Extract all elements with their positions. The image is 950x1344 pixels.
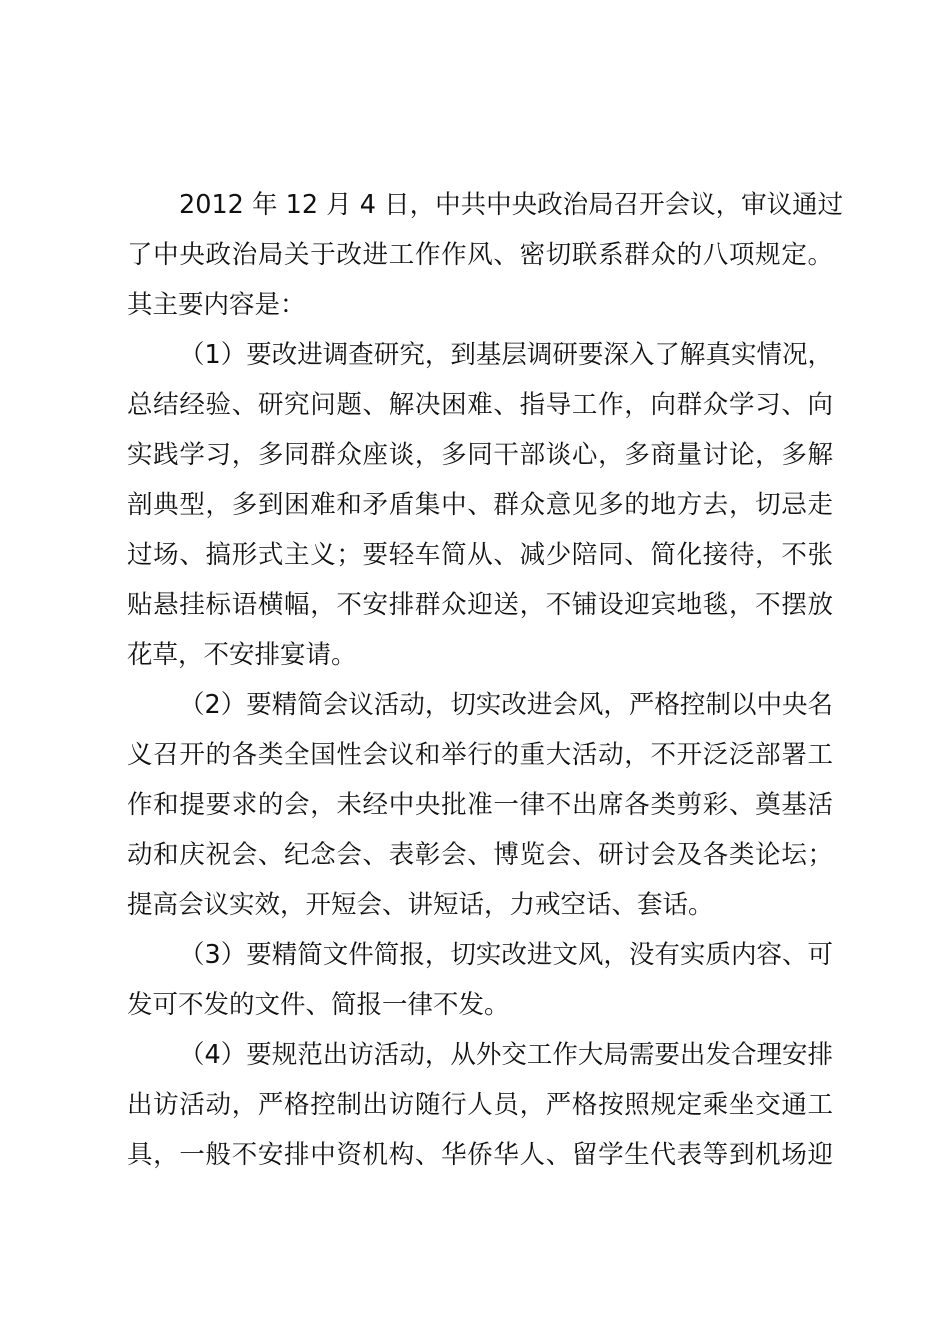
document-body xyxy=(127,180,844,1180)
text-line: （3）要精简文件简报，切实改进文风，没有实质内容、可 xyxy=(179,940,833,970)
text-line: 2012 年 12 月 4 日，中共中央政治局召开会议，审议通过 xyxy=(179,190,844,220)
text-line: 贴悬挂标语横幅，不安排群众迎送，不铺设迎宾地毯，不摆放 xyxy=(127,590,833,620)
text-line: 实践学习，多同群众座谈，多同干部谈心，多商量讨论，多解 xyxy=(127,440,833,470)
text-line: （1）要改进调查研究，到基层调研要深入了解真实情况， xyxy=(179,340,833,370)
text-line: 具，一般不安排中资机构、华侨华人、留学生代表等到机场迎 xyxy=(127,1140,833,1170)
text-line: 出访活动，严格控制出访随行人员，严格按照规定乘坐交通工 xyxy=(127,1090,833,1120)
paragraph-item-4 xyxy=(127,1030,833,1180)
text-line: （2）要精简会议活动，切实改进会风，严格控制以中央名 xyxy=(179,690,833,720)
text-line: 剖典型，多到困难和矛盾集中、群众意见多的地方去，切忌走 xyxy=(127,490,833,520)
text-line: 动和庆祝会、纪念会、表彰会、博览会、研讨会及各类论坛； xyxy=(127,840,833,870)
paragraph-item-3 xyxy=(127,930,833,1030)
text-line: 其主要内容是： xyxy=(127,290,306,320)
text-line: 过场、搞形式主义；要轻车简从、减少陪同、简化接待，不张 xyxy=(127,540,833,570)
text-line: 义召开的各类全国性会议和举行的重大活动，不开泛泛部署工 xyxy=(127,740,833,770)
paragraph-intro xyxy=(127,180,844,330)
text-line: 作和提要求的会，未经中央批准一律不出席各类剪彩、奠基活 xyxy=(127,790,833,820)
text-line: 提高会议实效，开短会、讲短话，力戒空话、套话。 xyxy=(127,890,714,920)
text-line: 发可不发的文件、简报一律不发。 xyxy=(127,990,510,1020)
paragraph-item-1 xyxy=(127,330,833,680)
text-line: 了中央政治局关于改进工作作风、密切联系群众的八项规定。 xyxy=(127,240,833,270)
text-line: 花草，不安排宴请。 xyxy=(127,640,357,670)
text-line: 总结经验、研究问题、解决困难、指导工作，向群众学习、向 xyxy=(127,390,833,420)
text-line: （4）要规范出访活动，从外交工作大局需要出发合理安排 xyxy=(179,1040,833,1070)
paragraph-item-2 xyxy=(127,680,833,930)
